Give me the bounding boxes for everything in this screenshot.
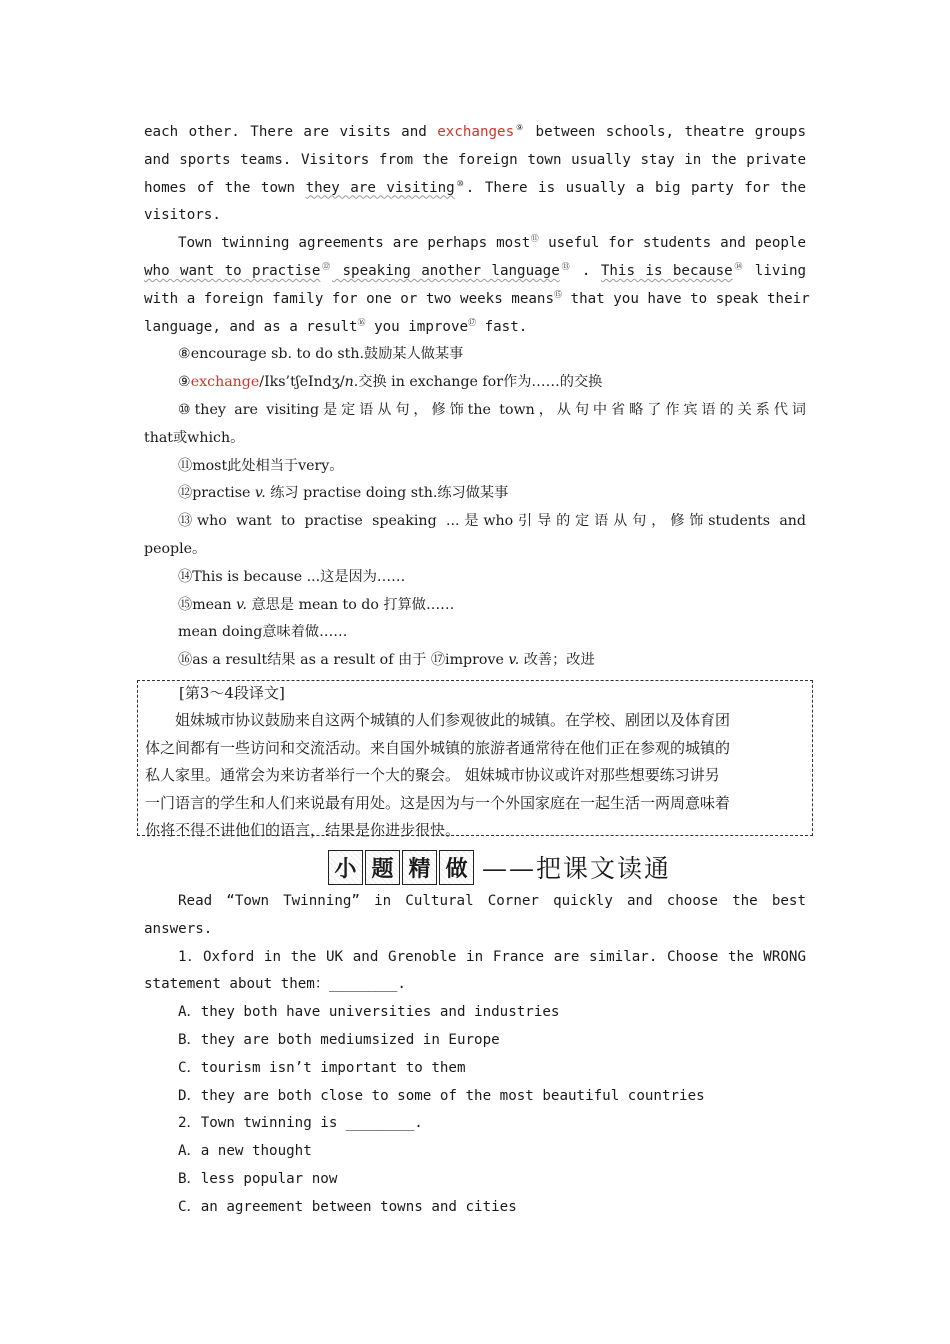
note-9: ⑨exchange/Iks’tʃeIndʒ/n.交换 in exchange for作为……的交换 [178,374,603,391]
note-12: ⑫practise v. 练习 practise doing sth.练习做某事 [178,485,509,502]
q1-option-b[interactable]: B．they are both mediumsized in Europe [178,1031,500,1048]
q1-option-a[interactable]: A．they both have universities and industries [178,1004,560,1021]
translation-heading: [第3～4段译文] [179,684,285,702]
translation-box [137,680,813,839]
section-title [328,849,671,885]
title-subtitle: ——把课文读通 [482,854,672,883]
translation-line: 体之间都有一些访问和交流活动。来自国外城镇的旅游者通常待在他们正在参观的城镇的 [145,738,731,757]
main-text [144,119,810,675]
note-10-cont: that或which。 [144,429,245,446]
title-box-char: 做 [439,850,474,885]
para4-line1: Town twinning agreements are perhaps most⑪ useful for students and people [178,234,807,252]
para3-line3: homes of the town they are visiting⑩. There is usually a big party for the [144,178,807,196]
para3-line2: and sports teams. Visitors from the foreign town usually stay in the private [144,151,806,168]
title-box-char: 小 [328,850,363,885]
exercise [144,888,806,1222]
q1-option-d[interactable]: D．they are both close to some of the most beautiful countries [178,1087,705,1104]
para3-line4: visitors. [144,207,221,224]
translation-line: 一门语言的学生和人们来说最有用处。这是因为与一个外国家庭在一起生活一两周意味着 [145,793,731,812]
translation-line: 你将不得不讲他们的语言，结果是你进步很快。 [145,820,461,839]
exercise-intro: Read “Town Twinning” in Cultural Corner quickly and choose the best [178,893,806,909]
vocab-exchanges: exchanges [437,124,515,140]
question-1: 1．Oxford in the UK and Grenoble in France are similar. Choose the WRONG [178,948,806,965]
q2-option-a[interactable]: A．a new thought [178,1143,312,1160]
para4-line4: language, and as a result⑯ you improve⑰ fast. [144,317,528,335]
note-8: ⑧encourage sb. to do sth.鼓励某人做某事 [178,346,464,363]
translation-line: 姐妹城市协议鼓励来自这两个城镇的人们参观彼此的城镇。在学校、剧团以及体育团 [175,711,731,730]
note-15-cont: mean doing意味着做…… [178,624,348,641]
q2-option-c[interactable]: C．an agreement between towns and cities [178,1198,517,1215]
question-1-cont: statement about them：________. [144,976,406,993]
translation-line: 私人家里。通常会为来访者举行一个大的聚会。 姐妹城市协议或许对那些想要练习讲另 [145,766,720,785]
title-box-char: 精 [402,850,437,885]
note-16-17: ⑯as a result结果 as a result of 由于 ⑰improve v. 改善；改进 [178,652,595,669]
note-14: ⑭This is because ...这是因为…… [178,568,406,585]
question-2: 2．Town twinning is ________. [178,1115,423,1132]
note-11: ⑪most此处相当于very。 [178,457,344,474]
note-15: ⑮mean v. 意思是 mean to do 打算做…… [178,596,455,613]
q1-option-c[interactable]: C．tourism isn’t important to them [178,1059,466,1076]
note-10: ⑩they are visiting是定语从句，修饰the town，从句中省略了作宾语的关系代词 [178,401,806,418]
title-box-char: 题 [365,850,400,885]
para4-line2: who want to practise⑫ speaking another language⑬ . This is because⑭ living [144,261,807,279]
note-13-cont: people。 [144,540,207,557]
para4-line3: with a foreign family for one or two weeks means⑮ that you have to speak their [144,289,810,307]
para3-line1: each other. There are visits and exchanges⑨ between schools, theatre groups [144,123,807,140]
note-13: ⑬who want to practise speaking ...是who引导的定语从句，修饰students and [178,513,806,530]
exercise-intro-cont: answers. [144,920,213,937]
q2-option-b[interactable]: B．less popular now [178,1170,338,1187]
